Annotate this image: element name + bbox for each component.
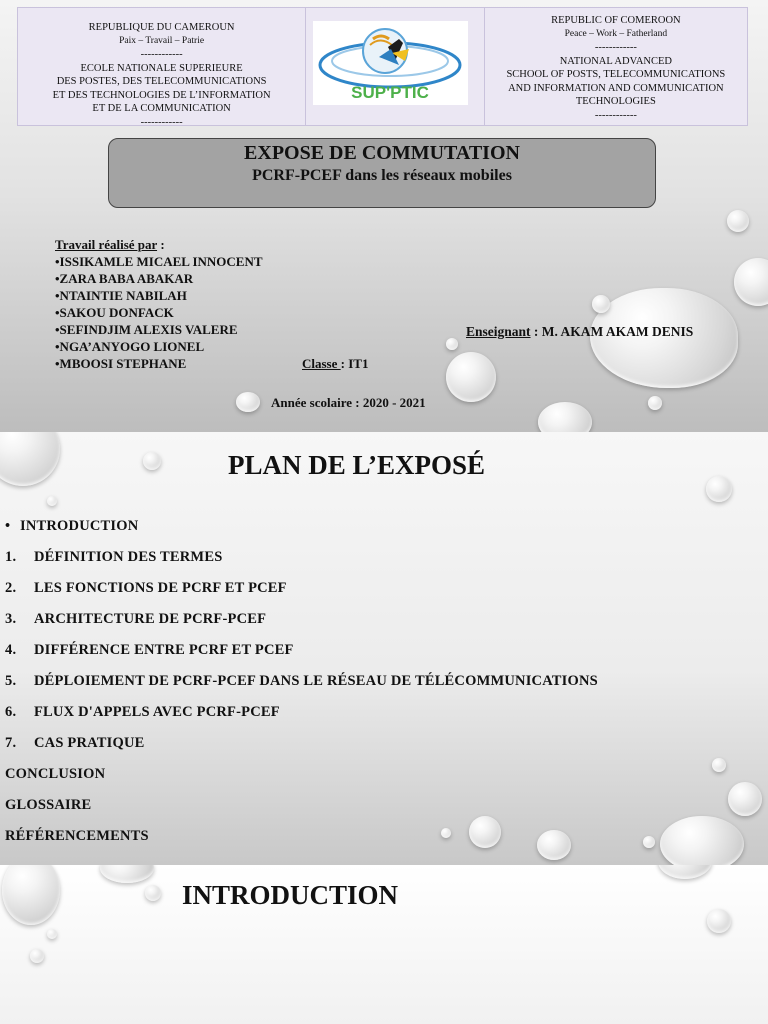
author-name: •ZARA BABA ABAKAR xyxy=(55,271,194,286)
header-line: ECOLE NATIONALE SUPERIEURE xyxy=(80,62,243,74)
svg-text:SUP'PTIC: SUP'PTIC xyxy=(351,83,430,102)
author-name: •NGA’ANYOGO LIONEL xyxy=(55,339,205,354)
water-drop xyxy=(592,295,610,313)
list-item: • INTRODUCTION xyxy=(5,518,139,534)
water-drop xyxy=(47,496,57,506)
header-line: SCHOOL OF POSTS, TELECOMMUNICATIONS xyxy=(506,69,726,80)
header-line: AND INFORMATION AND COMMUNICATION xyxy=(508,82,724,94)
list-item: 5. DÉPLOIEMENT DE PCRF-PCEF DANS LE RÉSEAU DE TÉLÉCOMMUNICATIONS xyxy=(5,673,598,689)
authors-heading: Travail réalisé par : xyxy=(55,237,165,252)
title-slide xyxy=(0,0,768,432)
header-line: ------------ xyxy=(594,109,637,121)
header-logo-cell xyxy=(306,8,485,125)
water-drop xyxy=(0,432,60,486)
outline-list xyxy=(5,518,598,859)
list-item: 1. DÉFINITION DES TERMES xyxy=(5,549,223,565)
header-line: ET DES TECHNOLOGIES DE L’INFORMATION xyxy=(52,89,271,101)
author-name: •NTAINTIE NABILAH xyxy=(55,288,187,303)
teacher-line: Enseignant : M. AKAM AKAM DENIS xyxy=(466,324,694,339)
authors-label: Travail réalisé par xyxy=(55,237,158,252)
header-line: TECHNOLOGIES xyxy=(575,96,656,107)
header-line: REPUBLIQUE DU CAMEROUN xyxy=(88,22,235,33)
header-line: ------------ xyxy=(140,116,183,128)
water-drop xyxy=(236,392,260,412)
header-line: REPUBLIC OF COMEROON xyxy=(551,15,681,26)
presentation-title: EXPOSE DE COMMUTATION xyxy=(244,142,520,164)
class-line: Classe : IT1 xyxy=(302,356,369,371)
header-line: Paix – Travail – Patrie xyxy=(119,35,205,46)
class-label: Classe xyxy=(302,356,341,371)
list-item: RÉFÉRENCEMENTS xyxy=(5,828,149,844)
list-item: CONCLUSION xyxy=(5,766,106,782)
list-item: 2. LES FONCTIONS DE PCRF ET PCEF xyxy=(5,580,287,596)
list-item: 4. DIFFÉRENCE ENTRE PCRF ET PCEF xyxy=(5,642,294,658)
author-name: •ISSIKAMLE MICAEL INNOCENT xyxy=(55,254,263,269)
list-item: GLOSSAIRE xyxy=(5,797,92,813)
water-drop xyxy=(727,210,749,232)
teacher-name: M. AKAM AKAM DENIS xyxy=(541,324,694,339)
water-drop xyxy=(446,352,496,402)
header-line: Peace – Work – Fatherland xyxy=(564,28,668,39)
introduction-slide xyxy=(0,865,768,1024)
school-year: Année scolaire : 2020 - 2021 xyxy=(271,395,426,410)
water-drop xyxy=(2,865,60,925)
header-line: DES POSTES, DES TELECOMMUNICATIONS xyxy=(56,76,267,87)
institution-header xyxy=(17,7,748,126)
water-drop xyxy=(538,402,592,432)
water-drop xyxy=(660,816,744,865)
author-name: •SEFINDJIM ALEXIS VALERE xyxy=(55,322,238,337)
water-drop xyxy=(47,929,57,939)
header-line: ------------ xyxy=(594,42,637,53)
water-drop xyxy=(30,949,44,963)
introduction-title: INTRODUCTION xyxy=(182,880,399,910)
water-drop xyxy=(658,865,712,879)
school-logo xyxy=(313,21,468,105)
presentation-subtitle: PCRF-PCEF dans les réseaux mobiles xyxy=(252,167,512,184)
water-drop xyxy=(446,338,458,350)
list-item: 6. FLUX D'APPELS AVEC PCRF-PCEF xyxy=(5,704,280,720)
water-drop xyxy=(643,836,655,848)
water-drop xyxy=(100,865,154,883)
list-item: 7. CAS PRATIQUE xyxy=(5,735,145,751)
teacher-label: Enseignant xyxy=(466,324,531,339)
header-line: ET DE LA COMMUNICATION xyxy=(92,103,231,114)
water-drop xyxy=(143,452,161,470)
presentation-title-box xyxy=(108,138,656,208)
water-drop xyxy=(734,258,768,306)
author-name: •SAKOU DONFACK xyxy=(55,305,174,320)
author-name: •MBOOSI STEPHANE xyxy=(55,356,187,371)
water-drop xyxy=(712,758,726,772)
authors-block xyxy=(55,236,263,372)
header-line: ------------ xyxy=(140,49,183,60)
class-value: IT1 xyxy=(348,356,369,371)
water-drop xyxy=(648,396,662,410)
header-right-english xyxy=(485,8,747,125)
list-item: 3. ARCHITECTURE DE PCRF-PCEF xyxy=(5,611,267,627)
water-drop xyxy=(145,885,161,901)
outline-slide xyxy=(0,432,768,865)
header-line: NATIONAL ADVANCED xyxy=(559,55,672,67)
water-drop xyxy=(728,782,762,816)
outline-title: PLAN DE L’EXPOSÉ xyxy=(228,450,486,480)
header-left-french xyxy=(18,8,306,128)
water-drop xyxy=(706,476,732,502)
water-drop xyxy=(707,909,731,933)
